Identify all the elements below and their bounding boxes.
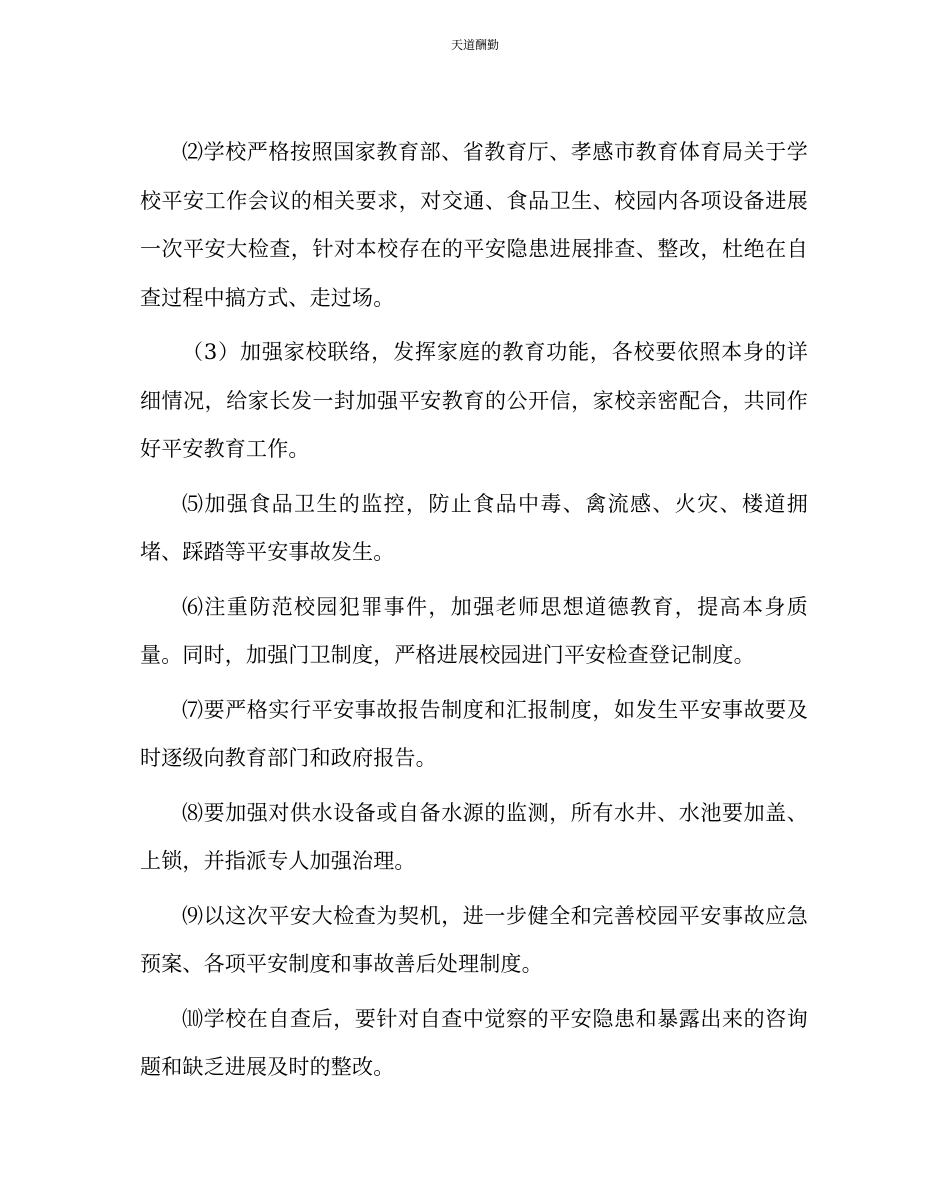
paragraph-5: ⑸加强食品卫生的监控，防止食品中毒、禽流感、火灾、楼道拥堵、踩踏等平安事故发生。 <box>140 491 808 564</box>
paragraph-10: ⑽学校在自查后，要针对自查中觉察的平安隐患和暴露出来的咨询题和缺乏进展及时的整改。 <box>140 1006 808 1079</box>
paragraph-8: ⑻要加强对供水设备或自备水源的监测，所有水井、水池要加盖、上锁，并指派专人加强治理。 <box>140 800 808 873</box>
paragraph-6: ⑹注重防范校园犯罪事件，加强老师思想道德教育，提高本身质量。同时，加强门卫制度，严格进展校园进门平安检查登记制度。 <box>140 594 808 667</box>
paragraph-3: （3）加强家校联络，发挥家庭的教育功能，各校要依照本身的详细情况，给家长发一封加强平安教育的公开信，家校亲密配合，共同作好平安教育工作。 <box>140 340 808 461</box>
paragraph-2: ⑵学校严格按照国家教育部、省教育厅、孝感市教育体育局关于学校平安工作会议的相关要求，对交通、食品卫生、校园内各项设备进展一次平安大检查，针对本校存在的平安隐患进展排查、整改，杜绝在自查过程中搞方式、走过场。 <box>140 140 808 310</box>
paragraph-9: ⑼以这次平安大检查为契机，进一步健全和完善校园平安事故应急预案、各项平安制度和事故善后处理制度。 <box>140 903 808 976</box>
paragraph-7: ⑺要严格实行平安事故报告制度和汇报制度，如发生平安事故要及时逐级向教育部门和政府报告。 <box>140 697 808 770</box>
page-header: 天道酬勤 <box>450 38 499 52</box>
document-body <box>140 128 808 1098</box>
